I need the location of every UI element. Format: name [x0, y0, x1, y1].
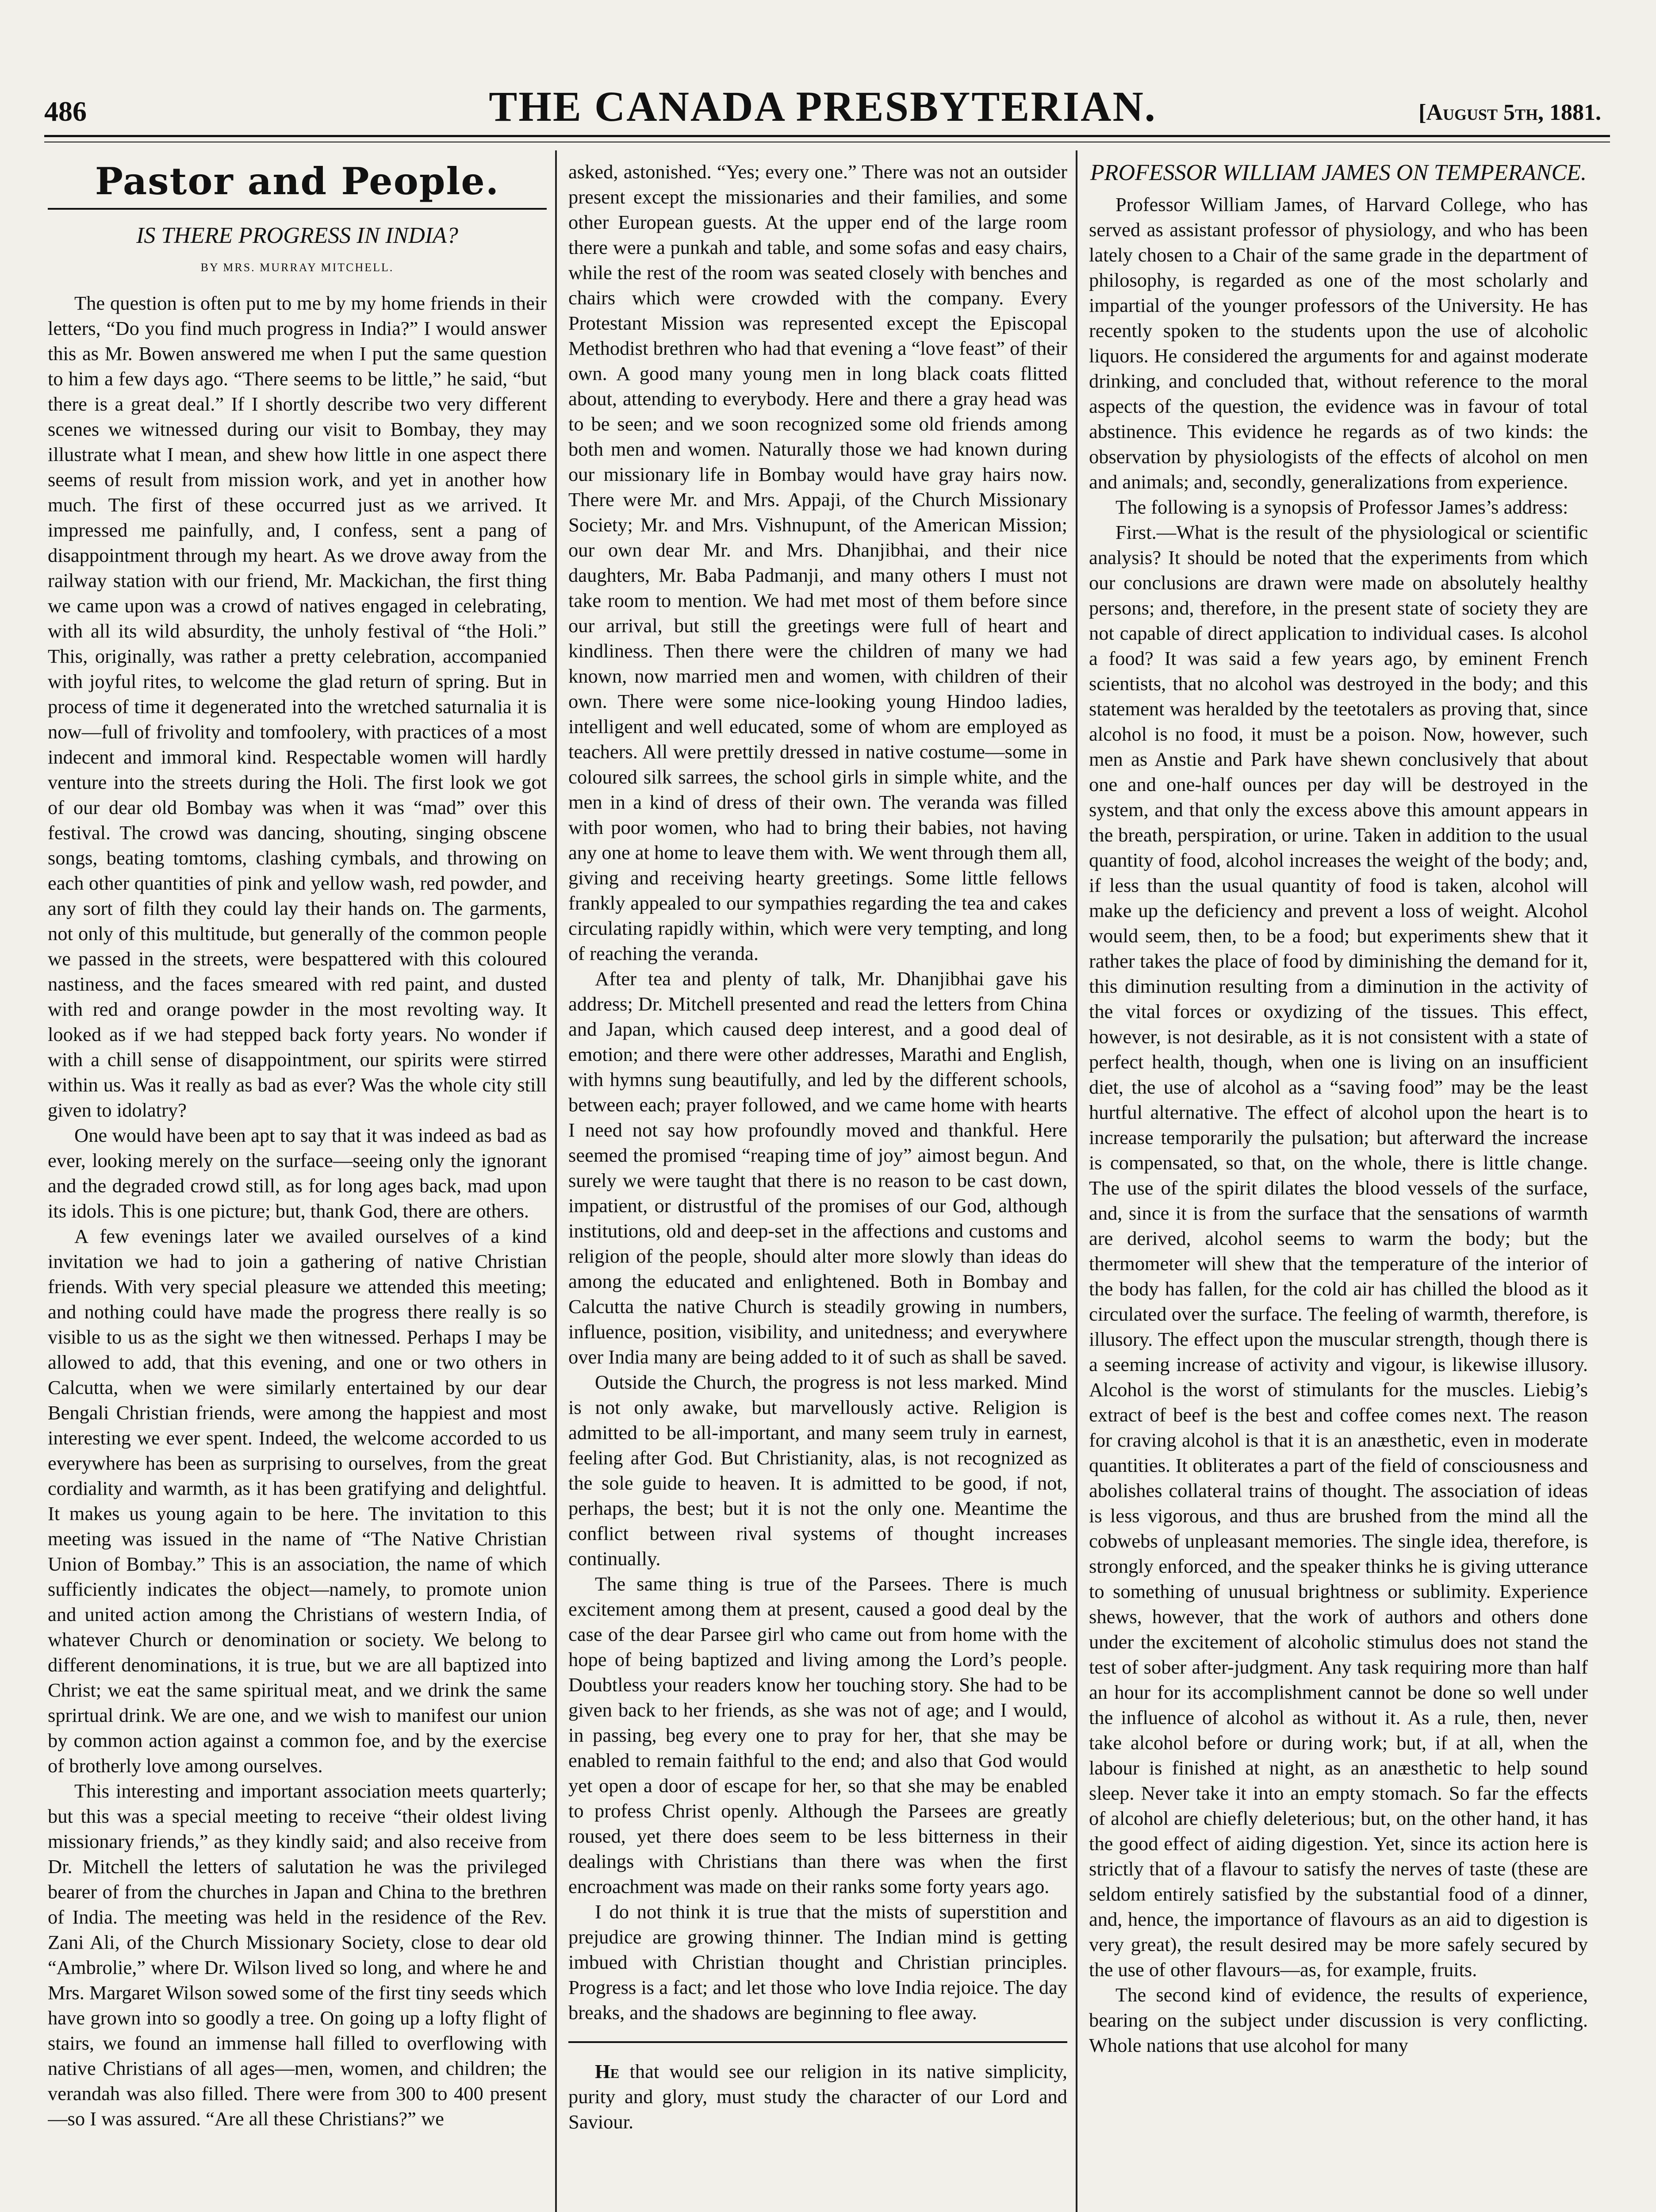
article-byline: BY MRS. MURRAY MITCHELL. [200, 261, 394, 274]
column-3 [1089, 159, 1588, 2212]
column-2 [568, 159, 1067, 2212]
issue-date: [August 5th, 1881. [1418, 100, 1601, 125]
paragraph: This interesting and important association meets quarterly; but this was a special meeting to receive “their oldest living missionary friends,” as they kindly said; and also receive from Dr. Mitchell the letters of salutation he was the privileged bearer of from the churches in Japan and China to the brethren of India. The meeting was held in the residence of the Rev. Zani Ali, of the Church Missionary Society, close to dear old “Ambrolie,” where Dr. Wilson lived so long, and where he and Mrs. Margaret Wilson sowed some of the first tiny seeds which have grown into so goodly a tree. On going up a lofty flight of stairs, we found an immense hall filled to overflowing with native Christians of all ages—men, women, and children; the verandah was also filled. There were from 300 to 400 present—so I was assured. “Are all these Christians?” we [48, 1780, 547, 2130]
paragraph: Professor William James, of Harvard College, who has served as assistant professor of physiology, and who has been lately chosen to a Chair of the same grade in the department of philosophy, is regarded as one of the most scholarly and impartial of the younger professors of the University. He has recently spoken to the students upon the use of alcoholic liquors. He considered the arguments for and against moderate drinking, and concluded that, without reference to the moral aspects of the question, the evidence was in favour of total abstinence. This evidence he regards as of two kinds: the observation by physiologists of the effects of alcohol on men and animals; and, secondly, generalizations from experience. [1089, 193, 1588, 493]
article-title: PROFESSOR WILLIAM JAMES ON TEMPERANCE. [1090, 160, 1587, 185]
footer-quote-lead: He [595, 2060, 620, 2082]
paragraph: The second kind of evidence, the results of experience, bearing on the subject under discussion is very conflicting. Whole nations that use alcohol for many [1089, 1984, 1588, 2056]
paragraph: The following is a synopsis of Professor James’s address: [1116, 496, 1568, 518]
section-heading: Pastor and People. [95, 159, 500, 203]
page-number: 486 [44, 96, 87, 127]
paragraph: The same thing is true of the Parsees. There is much excitement among them at present, caused a good deal by the case of the dear Parsee girl who came out from home with the hope of being baptized and living among the Lord’s people. Doubtless your readers know her touching story. She had to be given back to her friends, as she was not of age; and I would, in passing, beg every one to pray for her, that she may be enabled to remain faithful to the end; and also that God would yet open a door of escape for her, so that she may be enabled to profess Christ openly. Although the Parsees are greatly roused, yet there does seem to be less bitterness in their dealings with Christians than there was when the first encroachment was made on their ranks some forty years ago. [568, 1573, 1067, 1897]
paragraph: I do not think it is true that the mists of superstition and prejudice are growing thinner. The Indian mind is getting imbued with Christian thought and Christian principles. Progress is a fact; and let those who love India rejoice. The day breaks, and the shadows are beginning to flee away. [568, 1901, 1067, 2024]
masthead [44, 82, 1601, 131]
section-rule [48, 208, 547, 210]
column-divider-right [1076, 150, 1077, 2212]
footer-quote-text: that would see our religion in its native simplicity, purity and glory, must study the character of our Lord and Saviour. [568, 2060, 1067, 2133]
article-title: IS THERE PROGRESS IN INDIA? [136, 223, 458, 248]
column-divider-left [555, 150, 557, 2212]
footer-quote [568, 2059, 1067, 2135]
article-separator [568, 2041, 1067, 2043]
paragraph: A few evenings later we availed ourselves of a kind invitation we had to join a gathering of native Christian friends. With very special pleasure we attended this meeting; and nothing could have made the progress there really is so visible to us as the sight we then witnessed. Perhaps I may be allowed to add, that this evening, and one or two others in Calcutta, when we were similarly entertained by our dear Bengali Christian friends, were among the happiest and most interesting we ever spent. Indeed, the welcome accorded to us everywhere has been as surprising to ourselves, from the great cordiality and warmth, as it has been gratifying and delightful. It makes us young again to be here. The invitation to this meeting was issued in the name of “The Native Christian Union of Bombay.” This is an association, the name of which sufficiently indicates the object—namely, to promote union and united action among the Christians of western India, of whatever Church or denomination or society. We belong to different denominations, it is true, but we are all baptized into Christ; we eat the same spiritual meat, and we drink the same sprirtual drink. We are one, and we wish to manifest our union by common action against a common foe, and by the exercise of brotherly love among ourselves. [48, 1225, 547, 1777]
header-rule-thick [44, 135, 1610, 137]
paragraph: One would have been apt to say that it was indeed as bad as ever, looking merely on the surface—seeing only the ignorant and the degraded crowd still, as for long ages back, mad upon its idols. This is one picture; but, thank God, there are others. [48, 1124, 547, 1222]
paragraph: After tea and plenty of talk, Mr. Dhanjibhai gave his address; Dr. Mitchell presented and read the letters from China and Japan, which caused deep interest, and a good deal of emotion; and there were other addresses, Marathi and English, with hymns sung beautifully, and led by the different schools, between each; prayer followed, and we came home with hearts I need not say how profoundly moved and thankful. Here seemed the promised “reaping time of joy” aimost begun. And surely we were taught that there is no reason to be cast down, impatient, or distrustful of the promises of our God, although institutions, old and deep-set in the affections and customs and religion of the people, should alter more slowly than ideas do among the educated and enlightened. Both in Bombay and Calcutta the native Church is steadily growing in numbers, influence, position, visibility, and unitedness; and everywhere over India many are being added to it of such as shall be saved. [568, 968, 1067, 1368]
paragraph: First.—What is the result of the physiological or scientific analysis? It should be noted that the experiments from which our conclusions are drawn were made on absolutely healthy persons; and, therefore, in the present state of society they are not capable of direct application to individual cases. Is alcohol a food? It was said a few years ago, by eminent French scientists, that no alcohol was destroyed in the body; and this statement was heralded by the teetotalers as proving that, since alcohol is no food, it must be a poison. Now, however, such men as Anstie and Park have shewn conclusively that about one and one-half ounces per day will be destroyed in the system, and that only the excess above this amount appears in the breath, perspiration, or urine. Taken in addition to the usual quantity of food, alcohol increases the weight of the body; and, if less than the usual quantity of food is taken, alcohol will make up the deficiency and prevent a loss of weight. Alcohol would seem, then, to be a food; but experiments shew that it rather takes the place of food by diminishing the demand for it, this diminution resulting from a diminution in the activity of the vital forces or oxydizing of the tissues. This effect, however, is not desirable, as it is not consistent with a state of perfect health, though, when one is living on an insufficient diet, the use of alcohol as a “saving food” may be the least hurtful alternative. The effect of alcohol upon the heart is to increase temporarily the pulsation; but afterward the increase is compensated, so that, on the whole, there is little change. The use of the spirit dilates the blood vessels of the surface, and, since it is from the surface that the sensations of warmth are derived, alcohol seems to warm the body; but the thermometer will shew that the temperature of the interior of the body has fallen, for the cold air has chilled the blood as it circulated over the surface. The feeling of warmth, therefore, is illusory. The effect upon the muscular strength, though there is a seeming increase of activity and vigour, is likewise illusory. Alcohol is the worst of stimulants for the muscles. Liebig’s extract of beef is the best and coffee comes next. The reason for craving alcohol is that it is an anæsthetic, even in moderate quantities. It obliterates a part of the field of consciousness and abolishes collateral trains of thought. The association of ideas is less vigorous, and thus are brushed from the mind all the cobwebs of unpleasant memories. The single idea, therefore, is strongly enforced, and the speaker thinks he is giving utterance to something of unusual brightness or sublimity. Experience shews, however, that the work of authors and others done under the excitement of alcoholic stimulus does not stand the test of sober after-judgment. Any task requiring more than half an hour for its accomplishment cannot be done so well under the influence of alcohol as without it. As a rule, then, never take alcohol before or during work; but, if at all, when the labour is finished at night, as an anæsthetic to help sound sleep. Never take it into an empty stomach. So far the effects of alcohol are chiefly deleterious; but, on the other hand, it has the good effect of aiding digestion. Yet, since its action here is strictly that of a flavour to satisfy the nerves of taste (these are seldom entirely satisfied by the substantial food of a dinner, and, hence, the importance of flavours as an aid to digestion is very great), the result desired may be more safely secured by the use of other flavours—as, for example, fruits. [1089, 521, 1588, 1981]
newspaper-title: THE CANADA PRESBYTERIAN. [489, 83, 1157, 130]
paragraph: The question is often put to me by my home friends in their letters, “Do you find much progress in India?” I would answer this as Mr. Bowen answered me when I put the same question to him a few days ago. “There seems to be little,” he said, “but there is a great deal.” If I shortly describe two very different scenes we witnessed during our visit to Bombay, they may illustrate what I mean, and shew how little in one aspect there seems of result from mission work, and yet in another how much. The first of these occurred just as we arrived. It impressed me painfully, and, I confess, sent a pang of disappointment through my heart. As we drove away from the railway station with our friend, Mr. Mackichan, the first thing we came upon was a crowd of natives engaged in celebrating, with all its wild absurdity, the unholy festival of “the Holi.” This, originally, was rather a pretty celebration, accompanied with joyful rites, to welcome the glad return of spring. But in process of time it degenerated into the wretched saturnalia it is now—full of frivolity and tomfoolery, with practices of a most indecent and immoral kind. Respectable women will hardly venture into the streets during the Holi. The first look we got of our dear old Bombay was when it was “mad” over this festival. The crowd was dancing, shouting, singing obscene songs, beating tomtoms, clashing cymbals, and throwing on each other quantities of pink and yellow wash, red powder, and any sort of filth they could lay their hands on. The garments, not only of this multitude, but generally of the common people we passed in the streets, were bespattered with this coloured nastiness, and the faces smeared with red paint, and dusted with red and orange powder in the most revolting way. It looked as if we had stepped back forty years. No wonder if with a chill sense of disappointment, our spirits were stirred within us. Was it really as bad as ever? Was the whole city still given to idolatry? [48, 292, 547, 1121]
column-1 [48, 159, 547, 2212]
paragraph: asked, astonished. “Yes; every one.” There was not an outsider present except the missionaries and their families, and some other European guests. At the upper end of the large room there were a punkah and table, and some sofas and easy chairs, while the rest of the room was seated closely with benches and chairs which were crowded with the company. Every Protestant Mission was represented except the Episcopal Methodist brethren who had that evening a “love feast” of their own. A good many young men in long black coats flitted about, attending to everybody. Here and there a gray head was to be seen; and we soon recognized some old friends among both men and women. Naturally those we had known during our missionary life in Bombay would have gray hairs now. There were Mr. and Mrs. Appaji, of the Church Missionary Society; Mr. and Mrs. Vishnupunt, of the American Mission; our own dear Mr. and Mrs. Dhanjibhai, and their nice daughters, Mr. Baba Padmanji, and many others I must not take room to mention. We had met most of them before since our arrival, but still the greetings were full of heart and kindliness. Then there were the children of many we had known, now married men and women, with children of their own. There were some nice-looking young Hindoo ladies, intelligent and well educated, some of whom are employed as teachers. All were prettily dressed in native costume—some in coloured silk sarrees, the school girls in simple white, and the men in a kind of dress of their own. The veranda was filled with poor women, who had to bring their babies, not having any one at home to leave them with. We went through them all, giving and receiving hearty greetings. Some little fellows frankly appealed to our sympathies regarding the tea and cakes circulating rapidly within, which were very tempting, and long of reaching the veranda. [568, 161, 1067, 964]
paragraph: Outside the Church, the progress is not less marked. Mind is not only awake, but marvellously active. Religion is admitted to be all-important, and many seem truly in earnest, feeling after God. But Christianity, alas, is not recognized as the sole guide to heaven. It is admitted to be good, if not, perhaps, the best; but it is not the only one. Meantime the conflict between rival systems of thought increases continually. [568, 1371, 1067, 1570]
